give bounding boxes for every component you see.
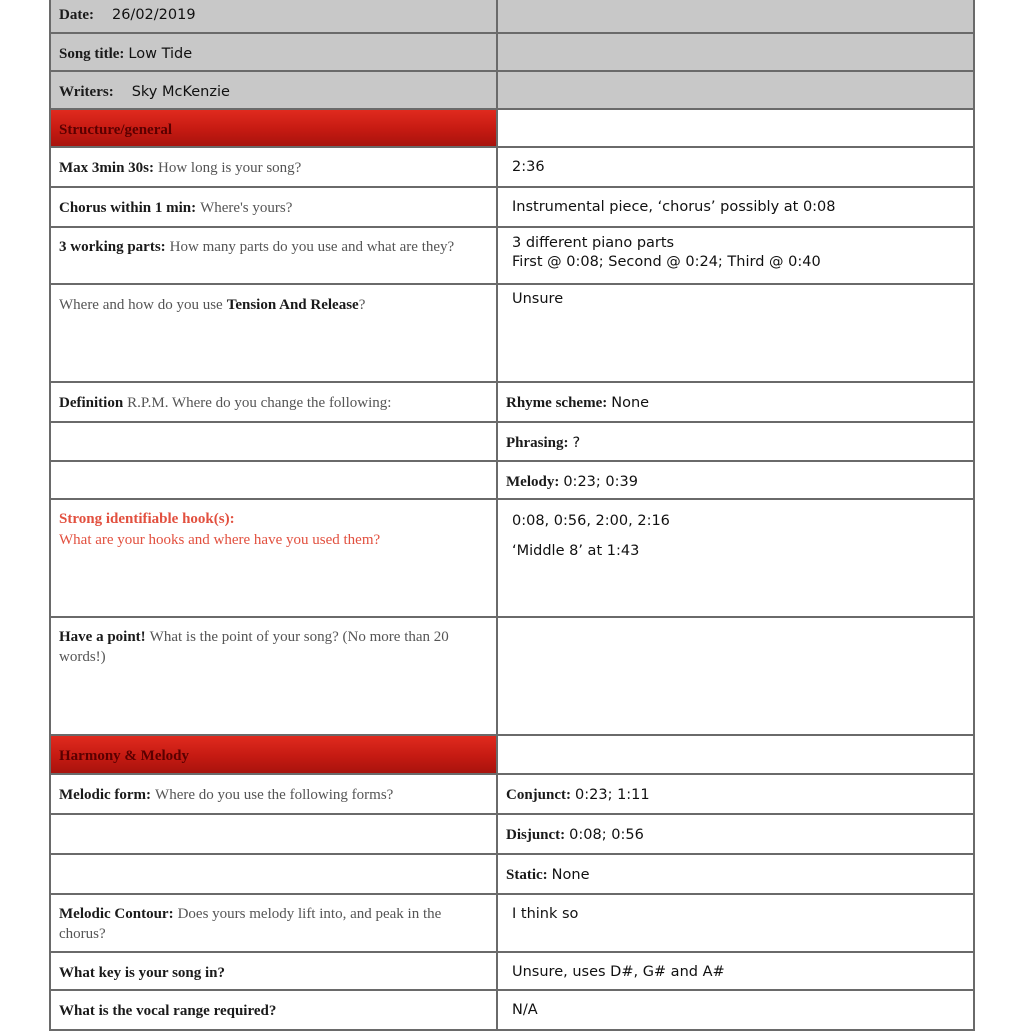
- song-title-row: [50, 33, 974, 71]
- writers-value: Sky McKenzie: [131, 84, 230, 100]
- hooks-answer-line2: ‘Middle 8’ at 1:43: [512, 543, 640, 559]
- rpm-row: [50, 382, 974, 422]
- length-answer: 2:36: [512, 159, 545, 175]
- point-label: Have a point!: [59, 629, 146, 645]
- parts-label: 3 working parts:: [59, 239, 166, 255]
- date-row: [50, 0, 974, 33]
- harmony-section-title: Harmony & Melody: [59, 748, 189, 764]
- chorus-question: Where's yours?: [200, 200, 293, 216]
- melody-answer: 0:23; 0:39: [563, 474, 638, 490]
- range-label: What is the vocal range required?: [59, 1003, 277, 1019]
- melodic-form-label: Melodic form:: [59, 787, 152, 803]
- structure-section-title: Structure/general: [59, 122, 173, 138]
- phrasing-label: Phrasing:: [506, 435, 569, 451]
- rhyme-answer: None: [611, 395, 650, 411]
- phrasing-answer: ?: [572, 435, 581, 451]
- range-row: [50, 990, 974, 1030]
- chorus-answer: Instrumental piece, ‘chorus’ possibly at 0:08: [512, 199, 836, 215]
- melodic-form-question: Where do you use the following forms?: [155, 787, 394, 803]
- parts-question: How many parts do you use and what are they?: [169, 239, 455, 255]
- hooks-answer-line1: 0:08, 0:56, 2:00, 2:16: [512, 513, 670, 529]
- disjunct-label: Disjunct:: [506, 827, 566, 843]
- song-worksheet-table: [49, 0, 975, 1031]
- static-row: [50, 854, 974, 894]
- hooks-row: [50, 499, 974, 617]
- length-row: [50, 147, 974, 187]
- parts-answer-line2: First @ 0:08; Second @ 0:24; Third @ 0:40: [512, 254, 821, 270]
- static-label: Static:: [506, 867, 548, 883]
- hooks-question: What are your hooks and where have you used them?: [59, 532, 381, 548]
- date-value: 26/02/2019: [111, 7, 196, 23]
- tension-row: [50, 284, 974, 382]
- structure-section-header: [50, 109, 974, 147]
- song-title-value: Low Tide: [128, 46, 193, 62]
- parts-row: [50, 227, 974, 284]
- static-answer: None: [551, 867, 590, 883]
- contour-question: Does yours melody lift into, and peak in the chorus?: [59, 906, 442, 942]
- conjunct-answer: 0:23; 1:11: [575, 787, 650, 803]
- disjunct-answer: 0:08; 0:56: [569, 827, 644, 843]
- contour-answer: I think so: [512, 906, 579, 922]
- melodic-form-row: [50, 774, 974, 814]
- melody-row: [50, 461, 974, 499]
- song-title-label: Song title:: [59, 46, 125, 62]
- point-question: What is the point of your song? (No more than 20 words!): [59, 629, 449, 665]
- tension-answer: Unsure: [512, 291, 564, 307]
- tension-question: Where and how do you use: [59, 297, 223, 313]
- contour-row: [50, 894, 974, 952]
- rhyme-label: Rhyme scheme:: [506, 395, 608, 411]
- harmony-section-header: [50, 735, 974, 774]
- key-row: [50, 952, 974, 990]
- key-label: What key is your song in?: [59, 965, 226, 981]
- phrasing-row: [50, 422, 974, 461]
- disjunct-row: [50, 814, 974, 854]
- length-question: How long is your song?: [158, 160, 302, 176]
- melody-label: Melody:: [506, 474, 560, 490]
- hooks-label: Strong identifiable hook(s):: [59, 511, 235, 527]
- rpm-label: Definition: [59, 395, 124, 411]
- chorus-label: Chorus within 1 min:: [59, 200, 197, 216]
- key-answer: Unsure, uses D#, G# and A#: [512, 964, 725, 980]
- range-answer: N/A: [512, 1002, 538, 1018]
- writers-row: [50, 71, 974, 109]
- rpm-question: R.P.M. Where do you change the following:: [127, 395, 392, 411]
- writers-label: Writers:: [59, 84, 114, 100]
- tension-label: Tension And Release: [226, 297, 359, 313]
- date-label: Date:: [59, 7, 94, 23]
- conjunct-label: Conjunct:: [506, 787, 572, 803]
- tension-question-mark: ?: [358, 297, 366, 313]
- point-row: [50, 617, 974, 735]
- parts-answer-line1: 3 different piano parts: [512, 235, 675, 251]
- length-label: Max 3min 30s:: [59, 160, 154, 176]
- contour-label: Melodic Contour:: [59, 906, 174, 922]
- chorus-row: [50, 187, 974, 227]
